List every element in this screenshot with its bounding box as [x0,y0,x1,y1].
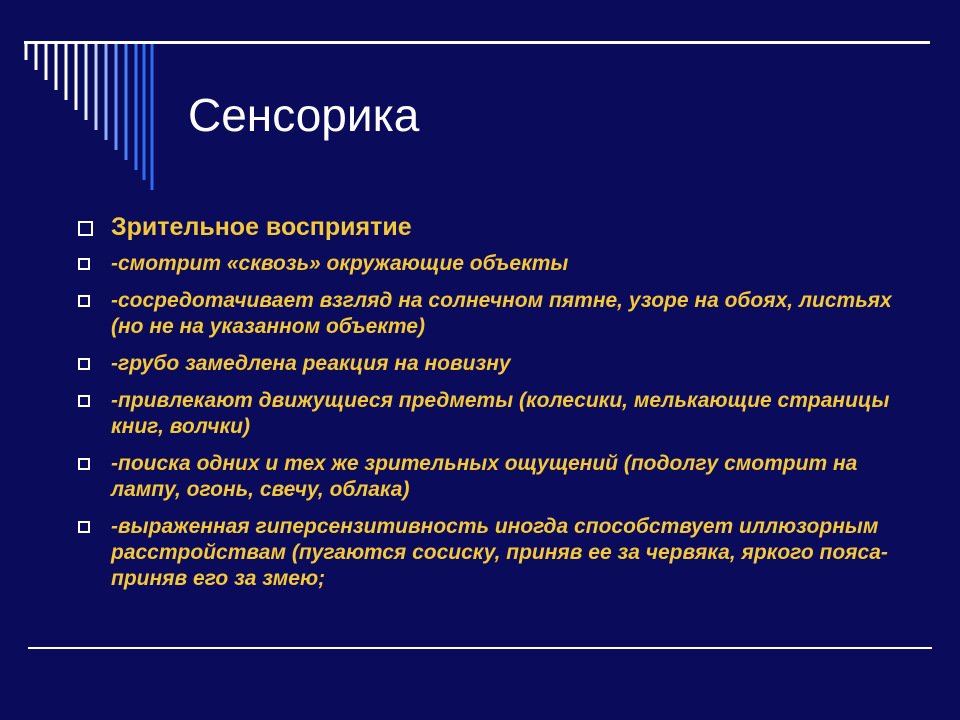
square-bullet-icon [78,458,90,470]
square-bullet-icon [78,395,90,407]
list-item-text: -сосредотачивает взгляд на солнечном пятне, узоре на обоях, листьях (но не на указанном объекте) [111,289,892,338]
list-item [78,388,928,440]
list-item [78,251,928,277]
square-bullet-icon [78,258,90,270]
list-item-text: -смотрит «сквозь» окружающие объекты [111,252,569,275]
list-item [78,451,928,503]
bottom-divider-line [28,647,932,649]
list-item [78,212,928,242]
square-bullet-icon [78,358,90,370]
square-bullet-icon [78,221,93,236]
list-item [78,351,928,377]
list-item [78,514,928,592]
decorative-stripes [0,0,200,200]
list-item-text: -поиска одних и тех же зрительных ощущений (подолгу смотрит на лампу, огонь, свечу, облака) [111,452,858,501]
slide-title: Сенсорика [188,89,420,141]
list-item-text: Зрительное восприятие [111,213,412,241]
bullet-list [78,212,928,603]
list-item-text: -привлекают движущиеся предметы (колесики, мелькающие страницы книг, волчки) [111,389,890,438]
square-bullet-icon [78,295,90,307]
list-item [78,288,928,340]
list-item-text: -выраженная гиперсензитивность иногда способствует иллюзорным расстройствам (пугаются сосиску, приняв ее за червяка, яркого пояса- приняв его за змею; [111,515,888,590]
square-bullet-icon [78,521,90,533]
list-item-text: -грубо замедлена реакция на новизну [111,352,511,375]
